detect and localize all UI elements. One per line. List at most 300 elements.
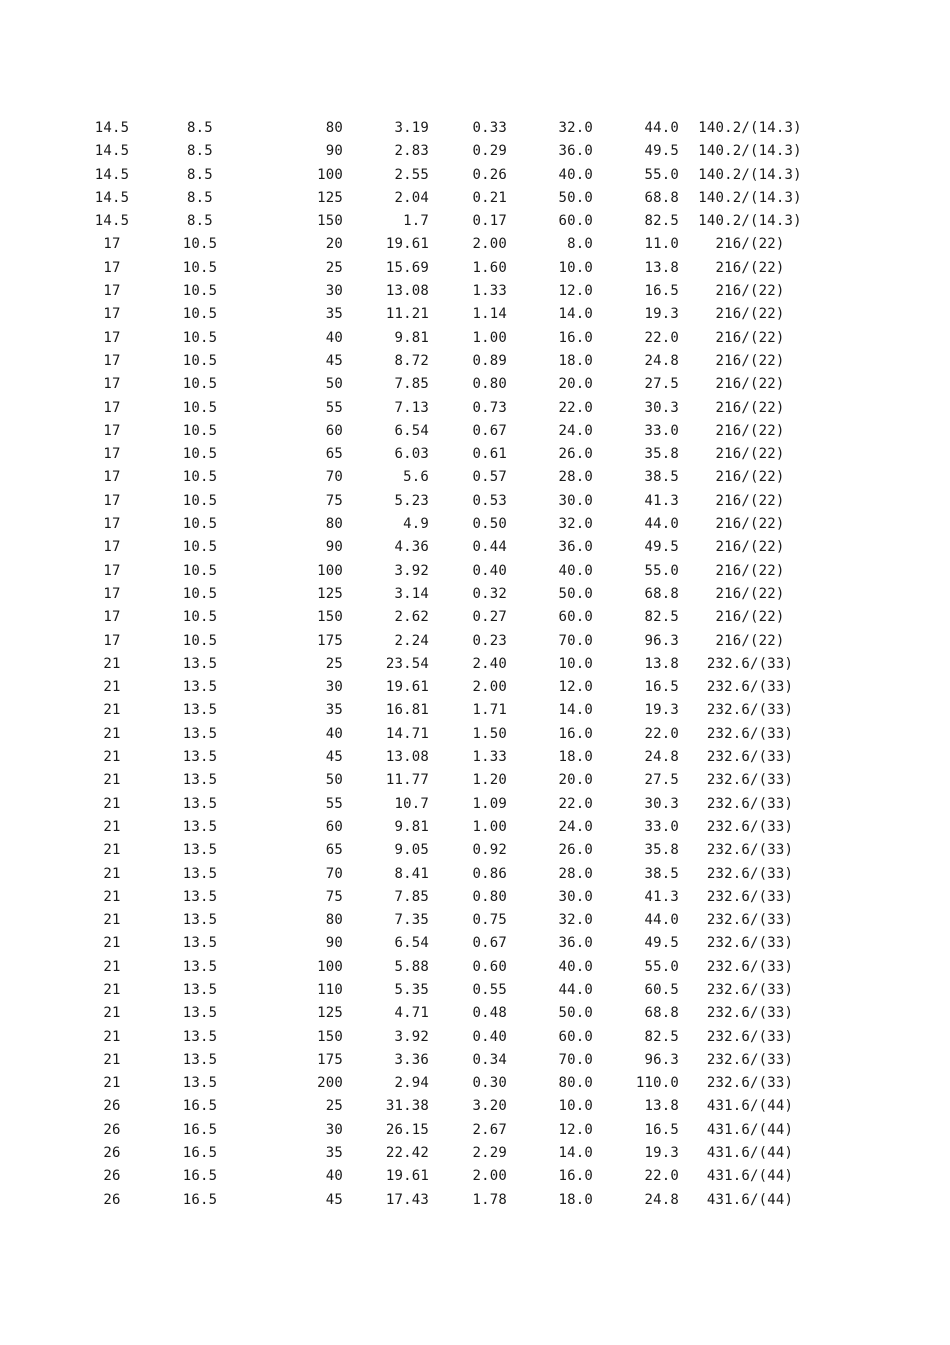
table-row bbox=[0, 793, 821, 816]
table-cell bbox=[0, 863, 147, 886]
table-row bbox=[0, 676, 821, 699]
table-cell: 0.50 bbox=[472, 516, 507, 533]
table-cell bbox=[0, 233, 147, 256]
table-cell: 16.5 bbox=[644, 283, 679, 300]
table-cell bbox=[147, 1072, 230, 1095]
table-cell bbox=[147, 420, 230, 443]
table-cell: 0.75 bbox=[472, 912, 507, 929]
table-row bbox=[0, 1189, 821, 1212]
table-row bbox=[0, 886, 821, 909]
table-cell-value: 17 bbox=[103, 329, 121, 346]
table-cell: 9.05 bbox=[394, 842, 429, 859]
table-row bbox=[0, 327, 821, 350]
table-cell: 60 bbox=[325, 818, 343, 835]
table-cell-value: 21 bbox=[103, 795, 121, 812]
table-cell-value: 13.5 bbox=[182, 865, 218, 882]
table-cell: 125 bbox=[317, 1005, 343, 1022]
table-cell bbox=[147, 769, 230, 792]
table-cell: 90 bbox=[325, 935, 343, 952]
table-cell: 80 bbox=[325, 516, 343, 533]
table-cell bbox=[0, 280, 147, 303]
table-cell-value: 13.5 bbox=[182, 702, 218, 719]
table-cell: 140.2/(14.3) bbox=[698, 213, 802, 230]
table-cell bbox=[147, 699, 230, 722]
table-cell-value: 17 bbox=[103, 306, 121, 323]
table-cell: 28.0 bbox=[558, 865, 593, 882]
table-cell: 232.6/(33) bbox=[706, 1051, 794, 1068]
table-cell-value: 10.5 bbox=[182, 446, 218, 463]
table-cell-value: 17 bbox=[103, 422, 121, 439]
table-cell: 22.0 bbox=[558, 795, 593, 812]
table-row bbox=[0, 466, 821, 489]
table-cell-value: 21 bbox=[103, 958, 121, 975]
table-cell: 150 bbox=[317, 609, 343, 626]
table-row bbox=[0, 257, 821, 280]
table-row bbox=[0, 863, 821, 886]
table-cell: 0.61 bbox=[472, 446, 507, 463]
table-cell: 60 bbox=[325, 422, 343, 439]
table-row bbox=[0, 187, 821, 210]
table-cell-value: 13.5 bbox=[182, 772, 218, 789]
table-cell: 0.44 bbox=[472, 539, 507, 556]
table-row bbox=[0, 117, 821, 140]
table-cell-value: 10.5 bbox=[182, 306, 218, 323]
table-cell: 5.88 bbox=[394, 958, 429, 975]
table-cell: 232.6/(33) bbox=[706, 655, 794, 672]
table-cell: 232.6/(33) bbox=[706, 1028, 794, 1045]
table-cell: 68.8 bbox=[644, 1005, 679, 1022]
table-cell: 16.0 bbox=[558, 329, 593, 346]
table-cell: 16.81 bbox=[385, 702, 429, 719]
table-cell bbox=[147, 630, 230, 653]
table-cell: 5.23 bbox=[394, 492, 429, 509]
table-cell bbox=[0, 420, 147, 443]
table-cell-value: 13.5 bbox=[182, 679, 218, 696]
table-cell: 216/(22) bbox=[715, 632, 785, 649]
table-cell bbox=[147, 1165, 230, 1188]
table-cell: 26.15 bbox=[385, 1121, 429, 1138]
table-cell bbox=[147, 1095, 230, 1118]
table-cell: 8.41 bbox=[394, 865, 429, 882]
table-cell-value: 13.5 bbox=[182, 1075, 218, 1092]
table-row bbox=[0, 653, 821, 676]
table-cell bbox=[0, 653, 147, 676]
table-cell: 4.9 bbox=[403, 516, 429, 533]
table-cell bbox=[147, 560, 230, 583]
table-cell bbox=[0, 816, 147, 839]
table-cell bbox=[0, 327, 147, 350]
table-cell: 216/(22) bbox=[715, 236, 785, 253]
table-cell bbox=[0, 1165, 147, 1188]
table-cell: 35 bbox=[325, 702, 343, 719]
table-cell: 0.60 bbox=[472, 958, 507, 975]
table-cell-value: 17 bbox=[103, 469, 121, 486]
table-cell: 0.30 bbox=[472, 1075, 507, 1092]
table-cell: 216/(22) bbox=[715, 283, 785, 300]
table-cell: 10.0 bbox=[558, 655, 593, 672]
table-cell: 80.0 bbox=[558, 1075, 593, 1092]
table-cell-value: 17 bbox=[103, 539, 121, 556]
table-cell: 232.6/(33) bbox=[706, 702, 794, 719]
table-cell-value: 26 bbox=[103, 1145, 121, 1162]
table-cell: 6.54 bbox=[394, 422, 429, 439]
table-cell: 216/(22) bbox=[715, 352, 785, 369]
table-cell-value: 14.5 bbox=[94, 189, 130, 206]
table-cell: 15.69 bbox=[385, 259, 429, 276]
table-cell: 125 bbox=[317, 585, 343, 602]
table-cell: 82.5 bbox=[644, 609, 679, 626]
table-cell-value: 10.5 bbox=[182, 259, 218, 276]
data-table bbox=[0, 117, 821, 1212]
table-cell: 0.57 bbox=[472, 469, 507, 486]
table-cell: 32.0 bbox=[558, 120, 593, 136]
table-cell: 30.0 bbox=[558, 888, 593, 905]
table-cell-value: 10.5 bbox=[182, 609, 218, 626]
table-cell-value: 10.5 bbox=[182, 469, 218, 486]
table-cell: 1.33 bbox=[472, 749, 507, 766]
table-cell: 2.29 bbox=[472, 1145, 507, 1162]
table-cell: 60.0 bbox=[558, 609, 593, 626]
table-cell-value: 14.5 bbox=[94, 120, 130, 136]
table-row bbox=[0, 979, 821, 1002]
table-cell: 100 bbox=[317, 958, 343, 975]
table-cell bbox=[147, 187, 230, 210]
table-cell: 75 bbox=[325, 888, 343, 905]
table-cell bbox=[147, 280, 230, 303]
table-cell: 18.0 bbox=[558, 1191, 593, 1208]
table-row bbox=[0, 1026, 821, 1049]
table-cell: 232.6/(33) bbox=[706, 842, 794, 859]
table-cell-value: 26 bbox=[103, 1098, 121, 1115]
table-cell bbox=[0, 1142, 147, 1165]
table-cell bbox=[147, 303, 230, 326]
table-cell: 2.00 bbox=[472, 679, 507, 696]
table-cell: 12.0 bbox=[558, 1121, 593, 1138]
table-cell-value: 17 bbox=[103, 492, 121, 509]
table-cell: 33.0 bbox=[644, 422, 679, 439]
table-cell: 70.0 bbox=[558, 632, 593, 649]
table-row bbox=[0, 932, 821, 955]
table-row bbox=[0, 583, 821, 606]
table-cell bbox=[147, 397, 230, 420]
table-cell: 70.0 bbox=[558, 1051, 593, 1068]
table-cell: 10.7 bbox=[394, 795, 429, 812]
table-cell: 24.8 bbox=[644, 352, 679, 369]
table-cell bbox=[147, 1189, 230, 1212]
table-cell: 2.62 bbox=[394, 609, 429, 626]
table-cell: 45 bbox=[325, 1191, 343, 1208]
table-cell-value: 10.5 bbox=[182, 236, 218, 253]
table-cell: 30.0 bbox=[558, 492, 593, 509]
table-cell-value: 21 bbox=[103, 679, 121, 696]
table-cell: 40.0 bbox=[558, 562, 593, 579]
table-cell-value: 10.5 bbox=[182, 376, 218, 393]
table-cell bbox=[0, 560, 147, 583]
table-cell-value: 8.5 bbox=[187, 166, 213, 183]
table-cell-value: 8.5 bbox=[187, 189, 213, 206]
table-cell-value: 13.5 bbox=[182, 795, 218, 812]
table-cell: 18.0 bbox=[558, 352, 593, 369]
table-cell bbox=[147, 1142, 230, 1165]
table-cell-value: 8.5 bbox=[187, 120, 213, 136]
table-cell: 2.00 bbox=[472, 236, 507, 253]
table-cell: 27.5 bbox=[644, 376, 679, 393]
table-cell bbox=[147, 1002, 230, 1025]
table-cell: 22.0 bbox=[644, 725, 679, 742]
table-cell: 140.2/(14.3) bbox=[698, 166, 802, 183]
table-cell: 30 bbox=[325, 679, 343, 696]
table-cell: 232.6/(33) bbox=[706, 749, 794, 766]
table-cell: 26.0 bbox=[558, 446, 593, 463]
table-cell: 100 bbox=[317, 166, 343, 183]
table-cell: 216/(22) bbox=[715, 469, 785, 486]
table-cell: 0.48 bbox=[472, 1005, 507, 1022]
table-row bbox=[0, 956, 821, 979]
table-cell bbox=[147, 676, 230, 699]
table-cell: 9.81 bbox=[394, 818, 429, 835]
table-cell-value: 13.5 bbox=[182, 725, 218, 742]
table-cell: 14.0 bbox=[558, 1145, 593, 1162]
table-cell-value: 13.5 bbox=[182, 935, 218, 952]
table-row bbox=[0, 839, 821, 862]
table-row bbox=[0, 606, 821, 629]
table-cell bbox=[0, 1049, 147, 1072]
table-cell: 0.80 bbox=[472, 888, 507, 905]
table-cell: 13.08 bbox=[385, 749, 429, 766]
table-cell bbox=[0, 466, 147, 489]
table-cell: 232.6/(33) bbox=[706, 818, 794, 835]
table-cell: 11.21 bbox=[385, 306, 429, 323]
table-cell: 20.0 bbox=[558, 376, 593, 393]
table-cell: 0.27 bbox=[472, 609, 507, 626]
table-cell: 3.14 bbox=[394, 585, 429, 602]
table-cell: 55.0 bbox=[644, 958, 679, 975]
table-row bbox=[0, 1142, 821, 1165]
table-cell bbox=[147, 513, 230, 536]
table-cell-value: 13.5 bbox=[182, 1051, 218, 1068]
table-cell: 2.94 bbox=[394, 1075, 429, 1092]
table-cell bbox=[0, 956, 147, 979]
table-cell: 90 bbox=[325, 539, 343, 556]
table-row bbox=[0, 699, 821, 722]
table-cell bbox=[0, 1119, 147, 1142]
table-cell bbox=[147, 536, 230, 559]
table-cell: 50 bbox=[325, 376, 343, 393]
table-cell bbox=[147, 257, 230, 280]
table-cell bbox=[147, 909, 230, 932]
table-cell bbox=[0, 769, 147, 792]
table-cell: 40 bbox=[325, 725, 343, 742]
table-cell: 22.42 bbox=[385, 1145, 429, 1162]
table-cell bbox=[0, 793, 147, 816]
table-cell: 70 bbox=[325, 469, 343, 486]
table-cell: 3.92 bbox=[394, 562, 429, 579]
table-row bbox=[0, 210, 821, 233]
table-cell bbox=[147, 863, 230, 886]
table-cell: 49.5 bbox=[644, 143, 679, 160]
table-cell bbox=[0, 164, 147, 187]
table-cell: 45 bbox=[325, 749, 343, 766]
table-cell: 40.0 bbox=[558, 166, 593, 183]
table-cell: 32.0 bbox=[558, 516, 593, 533]
table-cell bbox=[147, 443, 230, 466]
table-cell: 25 bbox=[325, 259, 343, 276]
table-row bbox=[0, 1095, 821, 1118]
table-cell bbox=[0, 490, 147, 513]
table-cell bbox=[0, 536, 147, 559]
table-cell bbox=[0, 303, 147, 326]
table-cell bbox=[0, 676, 147, 699]
table-cell bbox=[0, 1189, 147, 1212]
table-cell: 16.5 bbox=[644, 679, 679, 696]
table-cell-value: 10.5 bbox=[182, 632, 218, 649]
table-cell-value: 21 bbox=[103, 842, 121, 859]
table-cell: 30 bbox=[325, 1121, 343, 1138]
table-cell: 216/(22) bbox=[715, 492, 785, 509]
table-cell-value: 13.5 bbox=[182, 818, 218, 835]
table-cell: 82.5 bbox=[644, 1028, 679, 1045]
table-cell: 65 bbox=[325, 842, 343, 859]
table-cell: 14.0 bbox=[558, 306, 593, 323]
table-cell: 44.0 bbox=[644, 912, 679, 929]
table-row bbox=[0, 1049, 821, 1072]
table-cell bbox=[0, 723, 147, 746]
table-row bbox=[0, 420, 821, 443]
table-cell bbox=[147, 723, 230, 746]
table-cell: 25 bbox=[325, 1098, 343, 1115]
table-cell-value: 17 bbox=[103, 259, 121, 276]
table-cell: 232.6/(33) bbox=[706, 1075, 794, 1092]
table-cell: 0.26 bbox=[472, 166, 507, 183]
table-cell: 10.0 bbox=[558, 259, 593, 276]
table-cell-value: 14.5 bbox=[94, 213, 130, 230]
table-cell: 232.6/(33) bbox=[706, 888, 794, 905]
table-cell: 35.8 bbox=[644, 446, 679, 463]
table-cell: 431.6/(44) bbox=[706, 1145, 794, 1162]
table-cell: 13.8 bbox=[644, 259, 679, 276]
table-cell-value: 26 bbox=[103, 1168, 121, 1185]
table-cell-value: 17 bbox=[103, 585, 121, 602]
table-cell: 44.0 bbox=[644, 120, 679, 136]
table-cell: 232.6/(33) bbox=[706, 795, 794, 812]
table-cell: 175 bbox=[317, 1051, 343, 1068]
table-cell-value: 17 bbox=[103, 236, 121, 253]
table-cell: 3.92 bbox=[394, 1028, 429, 1045]
table-cell: 232.6/(33) bbox=[706, 679, 794, 696]
table-row bbox=[0, 1072, 821, 1095]
table-cell: 1.00 bbox=[472, 818, 507, 835]
table-row bbox=[0, 746, 821, 769]
table-cell: 100 bbox=[317, 562, 343, 579]
table-cell bbox=[0, 1095, 147, 1118]
table-cell: 96.3 bbox=[644, 1051, 679, 1068]
table-cell bbox=[147, 816, 230, 839]
table-cell: 13.8 bbox=[644, 655, 679, 672]
table-cell: 19.3 bbox=[644, 306, 679, 323]
table-cell bbox=[147, 606, 230, 629]
table-cell: 1.7 bbox=[403, 213, 429, 230]
table-row bbox=[0, 140, 821, 163]
table-cell: 3.19 bbox=[394, 120, 429, 136]
table-row bbox=[0, 280, 821, 303]
table-cell: 10.0 bbox=[558, 1098, 593, 1115]
table-cell bbox=[147, 653, 230, 676]
table-cell: 7.85 bbox=[394, 888, 429, 905]
table-cell bbox=[147, 140, 230, 163]
table-cell: 0.17 bbox=[472, 213, 507, 230]
table-cell bbox=[147, 583, 230, 606]
table-cell: 7.13 bbox=[394, 399, 429, 416]
table-cell: 19.61 bbox=[385, 236, 429, 253]
table-cell-value: 10.5 bbox=[182, 283, 218, 300]
table-cell bbox=[0, 630, 147, 653]
table-cell: 19.3 bbox=[644, 702, 679, 719]
table-cell bbox=[0, 140, 147, 163]
table-row bbox=[0, 560, 821, 583]
table-cell: 2.04 bbox=[394, 189, 429, 206]
table-cell-value: 21 bbox=[103, 749, 121, 766]
table-cell: 22.0 bbox=[644, 329, 679, 346]
table-cell: 49.5 bbox=[644, 935, 679, 952]
table-cell: 30.3 bbox=[644, 795, 679, 812]
table-cell: 1.14 bbox=[472, 306, 507, 323]
table-cell: 110.0 bbox=[635, 1075, 679, 1092]
table-cell-value: 16.5 bbox=[182, 1098, 218, 1115]
table-cell bbox=[147, 956, 230, 979]
table-cell bbox=[147, 117, 230, 140]
table-cell: 36.0 bbox=[558, 935, 593, 952]
table-cell bbox=[0, 839, 147, 862]
table-cell: 1.50 bbox=[472, 725, 507, 742]
table-cell: 216/(22) bbox=[715, 399, 785, 416]
table-row bbox=[0, 536, 821, 559]
table-cell: 0.53 bbox=[472, 492, 507, 509]
table-cell: 60.0 bbox=[558, 213, 593, 230]
table-cell-value: 13.5 bbox=[182, 842, 218, 859]
table-cell-value: 13.5 bbox=[182, 749, 218, 766]
table-cell: 2.67 bbox=[472, 1121, 507, 1138]
table-cell: 0.86 bbox=[472, 865, 507, 882]
table-cell: 0.23 bbox=[472, 632, 507, 649]
table-cell bbox=[147, 327, 230, 350]
table-cell: 232.6/(33) bbox=[706, 981, 794, 998]
table-cell: 6.54 bbox=[394, 935, 429, 952]
table-cell-value: 21 bbox=[103, 888, 121, 905]
table-cell bbox=[0, 909, 147, 932]
table-row bbox=[0, 1119, 821, 1142]
table-cell: 35 bbox=[325, 306, 343, 323]
table-cell bbox=[0, 699, 147, 722]
table-cell: 200 bbox=[317, 1075, 343, 1092]
table-row bbox=[0, 630, 821, 653]
table-row bbox=[0, 1002, 821, 1025]
table-cell: 232.6/(33) bbox=[706, 1005, 794, 1022]
table-cell: 1.78 bbox=[472, 1191, 507, 1208]
table-cell: 35.8 bbox=[644, 842, 679, 859]
table-row bbox=[0, 233, 821, 256]
table-cell: 14.71 bbox=[385, 725, 429, 742]
table-cell: 49.5 bbox=[644, 539, 679, 556]
table-row bbox=[0, 164, 821, 187]
table-cell: 38.5 bbox=[644, 469, 679, 486]
table-cell-value: 10.5 bbox=[182, 352, 218, 369]
table-cell bbox=[0, 210, 147, 233]
table-cell: 232.6/(33) bbox=[706, 725, 794, 742]
table-cell: 431.6/(44) bbox=[706, 1191, 794, 1208]
table-cell bbox=[147, 164, 230, 187]
table-cell: 40.0 bbox=[558, 958, 593, 975]
table-row bbox=[0, 443, 821, 466]
